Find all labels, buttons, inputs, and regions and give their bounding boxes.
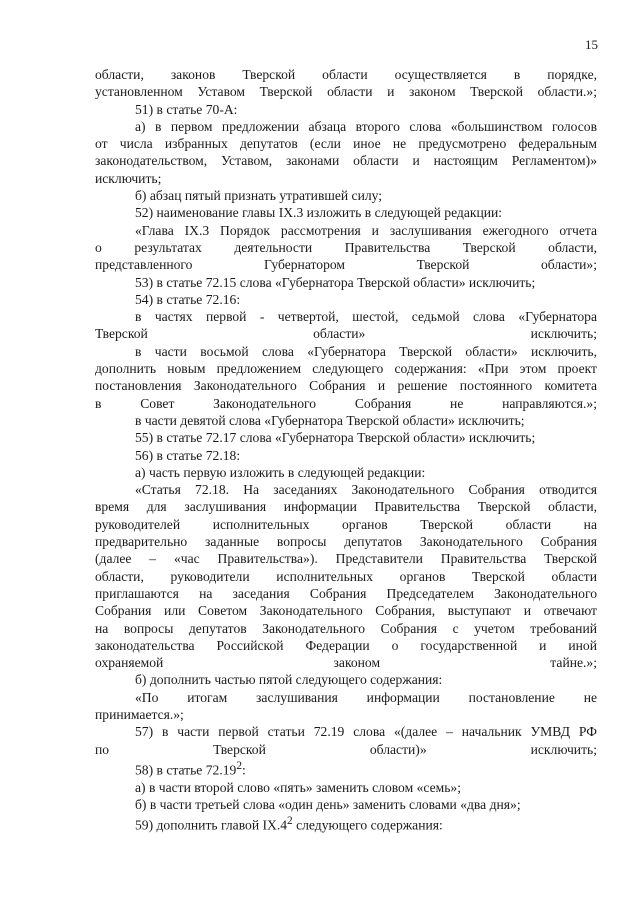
text-line: «По итогам заслушивания информации постановление не <box>135 689 597 705</box>
paragraph <box>95 308 597 343</box>
text-line: представленного Губернатором Тверской области»; <box>95 257 597 273</box>
text-line: области, руководители исполнительных органов Тверской области <box>95 568 597 584</box>
text-line: б) в части третьей слова «один день» заменить словами «два дня»; <box>135 797 521 812</box>
paragraph <box>95 796 597 813</box>
text-line: законодательством, Уставом, законами области и настоящим Регламентом)» <box>95 153 597 169</box>
text-line: исключить; <box>95 170 162 186</box>
paragraph <box>95 66 597 101</box>
text-line: «Глава IX.3 Порядок рассмотрения и заслушивания ежегодного отчета <box>135 222 597 238</box>
paragraph <box>95 291 597 308</box>
text-line: а) в части второй слово «пять» заменить словом «семь»; <box>135 779 462 795</box>
text-line: на вопросы депутатов Законодательного Собрания с учетом требований <box>95 620 597 636</box>
text-line: (далее – «час Правительства»). Представители Правительства Тверской <box>95 551 597 567</box>
text-line: 51) в статье 70-А: <box>135 101 238 117</box>
paragraph <box>95 464 597 481</box>
text-line: 55) в статье 72.17 слова «Губернатора Тверской области» исключить; <box>135 430 536 446</box>
text-line: б) абзац пятый признать утратившей силу; <box>135 188 383 204</box>
text-line: «Статья 72.18. На заседаниях Законодательного Собрания отводится <box>135 482 597 498</box>
text-line-suffix: : <box>242 762 246 778</box>
paragraph <box>95 723 597 758</box>
text-line: 54) в статье 72.16: <box>135 291 241 307</box>
text-line: а) часть первую изложить в следующей редакции: <box>135 464 426 480</box>
text-line: по Тверской области)» исключить; <box>95 741 597 757</box>
paragraph <box>95 101 597 118</box>
paragraph <box>95 813 597 834</box>
paragraph <box>95 222 597 274</box>
text-line: а) в первом предложении абзаца второго слова «большинством голосов <box>135 118 597 134</box>
paragraph <box>95 118 597 187</box>
superscript: 2 <box>287 815 293 828</box>
document-body <box>95 66 597 834</box>
text-line: предварительно заданные вопросы депутатов Законодательного Собрания <box>95 534 597 550</box>
text-line: установленном Уставом Тверской области и законом Тверской области.»; <box>95 84 597 100</box>
text-line: области, законов Тверской области осуществляется в порядке, <box>95 67 597 82</box>
text-line: охраняемой законом тайне.»; <box>95 655 597 671</box>
text-line-prefix: 58) в статье 72.19 <box>135 762 237 778</box>
text-line: в части восьмой слова «Губернатора Тверской области» исключить, <box>135 343 597 359</box>
text-line: 53) в статье 72.15 слова «Губернатора Тверской области» исключить; <box>135 274 536 290</box>
text-line: в части девятой слова «Губернатора Тверской области» исключить; <box>135 412 525 428</box>
text-line: о результатах деятельности Правительства Тверской области, <box>95 239 597 255</box>
superscript: 2 <box>236 759 242 772</box>
page-number: 15 <box>585 37 598 52</box>
text-line: принимается.»; <box>95 706 184 722</box>
paragraph <box>95 779 597 796</box>
text-line: в частях первой - четвертой, шестой, седьмой слова «Губернатора <box>135 309 597 325</box>
text-line: от числа избранных депутатов (если иное не предусмотрено федеральным <box>95 136 597 152</box>
paragraph <box>95 204 597 221</box>
text-line: дополнить новым предложением следующего содержания: «При этом проект <box>95 361 597 377</box>
text-line: 56) в статье 72.18: <box>135 447 241 463</box>
text-line-prefix: 59) дополнить главой IX.4 <box>135 817 288 833</box>
text-line: 57) в части первой статьи 72.19 слова «(далее – начальник УМВД РФ <box>135 724 597 740</box>
text-line: время для заслушивания информации Правительства Тверской области, <box>95 499 597 515</box>
text-line-suffix: следующего содержания: <box>292 817 443 833</box>
paragraph <box>95 758 597 779</box>
paragraph <box>95 429 597 446</box>
text-line: приглашаются на заседания Собрания Председателем Законодательного <box>95 585 597 601</box>
text-line: Собрания или Советом Законодательного Собрания, выступают и отвечают <box>95 603 597 619</box>
paragraph <box>95 671 597 688</box>
text-line: в Совет Законодательного Собрания не направляются.»; <box>95 395 597 411</box>
paragraph <box>95 689 597 724</box>
text-line: Тверской области» исключить; <box>95 326 597 342</box>
paragraph <box>95 274 597 291</box>
text-line: 52) наименование главы IX.3 изложить в следующей редакции: <box>135 205 503 221</box>
paragraph <box>95 412 597 429</box>
text-line: руководителей исполнительных органов Тверской области на <box>95 516 597 532</box>
paragraph <box>95 447 597 464</box>
text-line: б) дополнить частью пятой следующего содержания: <box>135 672 443 688</box>
paragraph <box>95 187 597 204</box>
paragraph <box>95 343 597 412</box>
text-line: законодательства Российской Федерации о государственной и иной <box>95 637 597 653</box>
text-line: постановления Законодательного Собрания и решение постоянного комитета <box>95 378 597 394</box>
paragraph <box>95 481 597 671</box>
